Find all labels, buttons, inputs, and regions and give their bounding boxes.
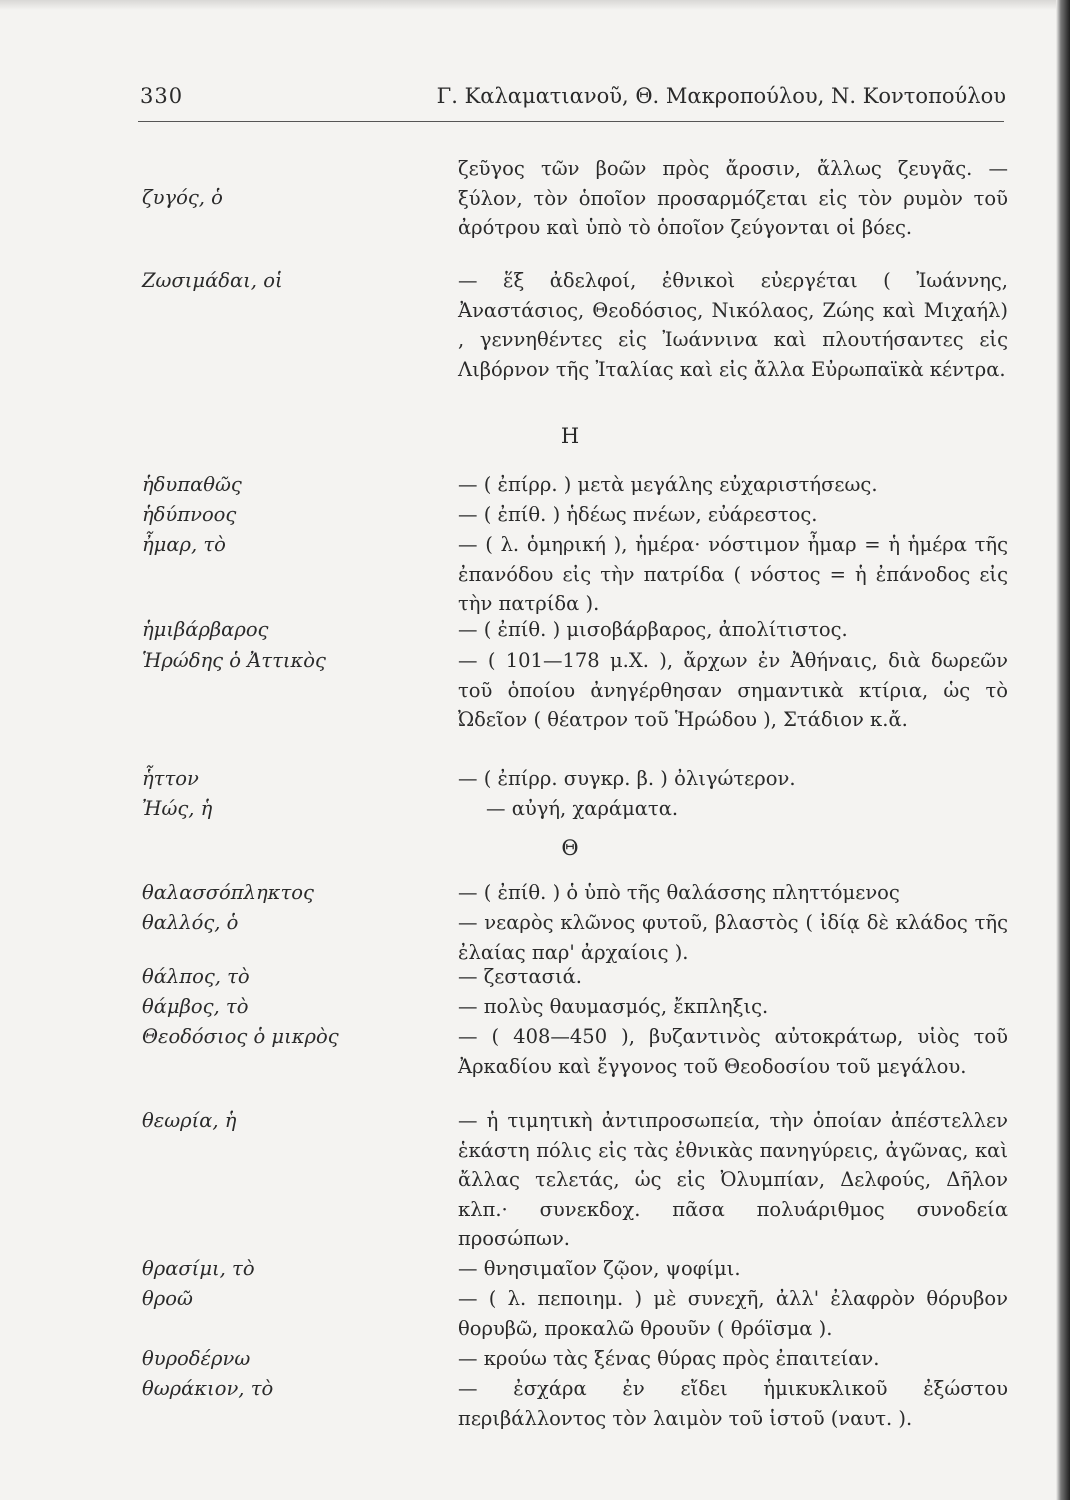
entry-definition: — νεαρὸς κλῶνος φυτοῦ, βλαστὸς ( ἰδίᾳ δὲ κλάδος τῆς ἐλαίας παρ' ἀρχαίοις ). [458,911,1008,964]
entry-definition: ζεῦγος τῶν βοῶν πρὸς ἄροσιν, ἄλλως ζευγᾶς. — ξύλον, τὸν ὁποῖον προσαρμόζεται εἰς τὸν ρυμὸν τοῦ ἀρότρου καὶ ὑπὸ τὸ ὁποῖον ζεύγονται οἱ βόες. [458,157,1008,240]
entry-lemma: Ἠώς, ἡ [142,797,213,820]
entry-lemma: θυροδέρνω [142,1347,251,1370]
entry-lemma: ἡμιβάρβαρος [142,618,269,641]
entry-lemma: Ἡρώδης ὁ Ἀττικὸς [142,649,326,672]
page-number: 330 [140,84,184,108]
entry-definition: — ( ἐπίθ. ) ἡδέως πνέων, εὐάρεστος. [458,503,818,526]
entry-lemma: ἧττον [142,767,199,790]
entry-lemma: ἡδυπαθῶς [142,473,242,496]
entry-definition: — ( λ. ὁμηρική ), ἡμέρα· νόστιμον ἦμαρ = ἡ ἡμέρα τῆς ἐπανόδου εἰς τὴν πατρίδα ( νόστος = ἡ ἐπάνοδος εἰς τὴν πατρίδα ). [458,533,1008,616]
entry-definition: — ( ἐπίθ. ) μισοβάρβαρος, ἀπολίτιστος. [458,618,848,641]
entry-lemma: θρασίμι, τὸ [142,1257,255,1280]
entry-lemma: Ζωσιμάδαι, οἱ [142,269,283,292]
entry-definition: — ( λ. πεποιημ. ) μὲ συνεχῆ, ἀλλ' ἐλαφρὸν θόρυβον θορυβῶ, προκαλῶ θρουῦν ( θρόϊσμα ). [458,1287,1008,1340]
entry-lemma: θροῶ [142,1287,193,1310]
entry-lemma: θάμβος, τὸ [142,995,249,1018]
entry-definition: — πολὺς θαυμασμός, ἔκπληξις. [458,995,769,1018]
entry-lemma: θαλλός, ὁ [142,911,239,934]
entry-definition: — θνησιμαῖον ζῷον, ψοφίμι. [458,1257,741,1280]
entry-lemma: Θεοδόσιος ὁ μικρὸς [142,1025,339,1048]
entry-definition: — ( ἐπίθ. ) ὁ ὑπὸ τῆς θαλάσσης πληττόμενος [458,881,900,904]
entry-definition: — ζεστασιά. [458,965,582,988]
entry-definition: — ( 101—178 μ.Χ. ), ἄρχων ἐν Ἀθήναις, διὰ δωρεῶν τοῦ ὁποίου ἀνηγέρθησαν σημαντικὰ κτίρια, ὡς τὸ Ὠδεῖον ( θέατρον τοῦ Ἡρώδου ), Στάδιον κ.ἄ. [458,649,1008,732]
section-heading: Θ [561,836,579,860]
entry-lemma: θαλασσόπληκτος [142,881,314,904]
entry-lemma: ζυγός, ὁ [142,186,223,209]
entry-lemma: θάλπος, τὸ [142,965,250,988]
entry-definition: — ( ἐπίρρ. ) μετὰ μεγάλης εὐχαριστήσεως. [458,473,878,496]
section-heading: Η [560,424,580,448]
running-head: Γ. Καλαματιανοῦ, Θ. Μακροπούλου, Ν. Κοντοπούλου [436,84,1006,108]
entry-definition: — κρούω τὰς ξένας θύρας πρὸς ἐπαιτείαν. [458,1347,880,1370]
entry-lemma: θωράκιον, τὸ [142,1377,274,1400]
entry-definition: — ἐσχάρα ἐν εἴδει ἡμικυκλικοῦ ἐξώστου περιβάλλοντος τὸν λαιμὸν τοῦ ἱστοῦ (ναυτ. ). [458,1377,1008,1430]
entry-definition: — ἡ τιμητικὴ ἀντιπροσωπεία, τὴν ὁποίαν ἀπέστελλεν ἑκάστη πόλις εἰς τὰς ἐθνικὰς πανηγύρεις, ἀγῶνας, καὶ ἄλλας τελετάς, ὡς εἰς Ὀλυμπίαν, Δελφούς, Δῆλον κλπ.· συνεκδοχ. πᾶσα πολυάριθμος συνοδεία προσώπων. [458,1109,1008,1251]
entry-lemma: θεωρία, ἡ [142,1109,237,1132]
entry-lemma: ἡδύπνοος [142,503,237,526]
entry-definition: — αὐγή, χαράματα. [486,797,679,820]
entry-lemma: ἦμαρ, τὸ [142,533,226,556]
entry-definition: — ( 408—450 ), βυζαντινὸς αὐτοκράτωρ, υἱὸς τοῦ Ἀρκαδίου καὶ ἔγγονος τοῦ Θεοδοσίου τοῦ μεγάλου. [458,1025,1008,1078]
entry-definition: — ( ἐπίρρ. συγκρ. β. ) ὀλιγώτερον. [458,767,796,790]
entry-definition: — ἕξ ἀδελφοί, ἐθνικοὶ εὐεργέται ( Ἰωάννης, Ἀναστάσιος, Θεοδόσιος, Νικόλαος, Ζώης καὶ Μιχαήλ) , γεννηθέντες εἰς Ἰωάννινα καὶ πλουτήσαντες εἰς Λιβόρνον τῆς Ἰταλίας καὶ εἰς ἄλλα Εὐρωπαϊκὰ κέντρα. [458,269,1008,381]
